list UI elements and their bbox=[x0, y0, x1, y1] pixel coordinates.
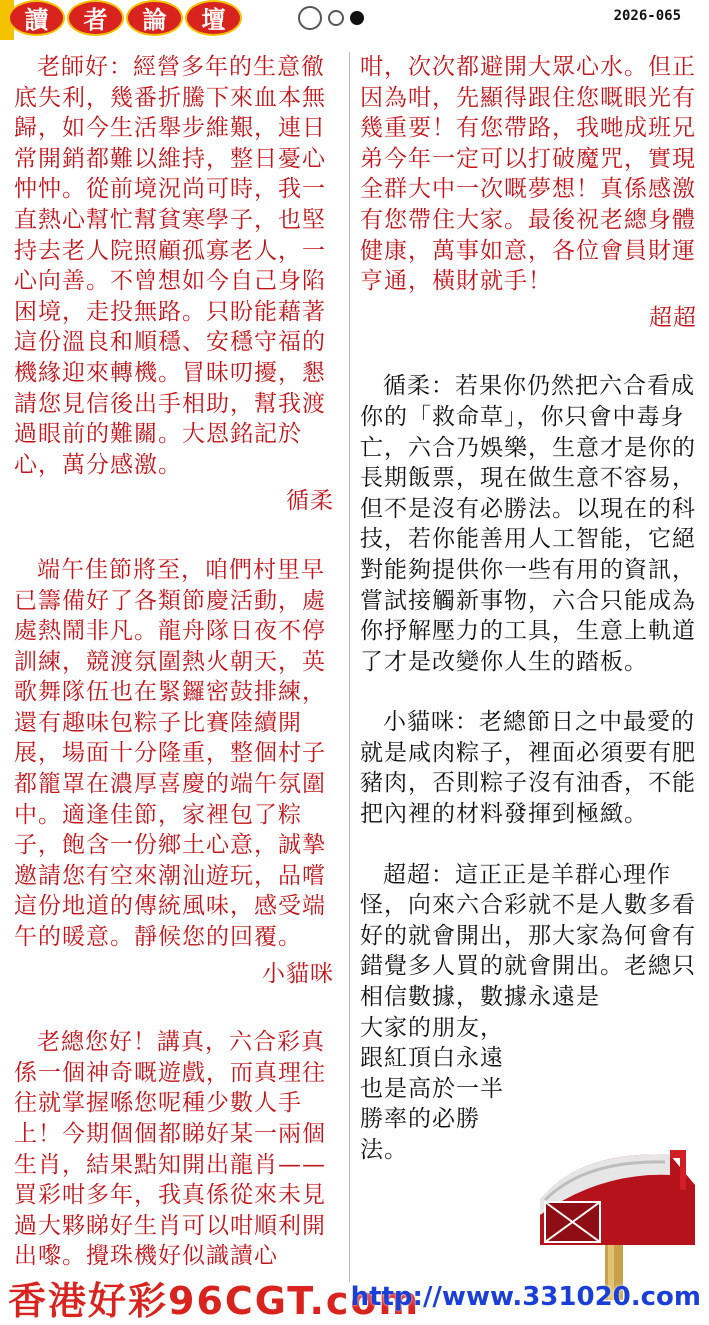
circle-icon bbox=[328, 10, 344, 26]
watermark bbox=[0, 1270, 709, 1323]
filled-circle-icon bbox=[350, 11, 364, 25]
column-title bbox=[8, 0, 242, 36]
reader-letter-3-continued: 咁，次次都避開大眾心水。但正因為咁，先顯得跟住您嘅眼光有幾重要！有您帶路，我哋成班兄弟今年一定可以打破魔咒，實現全群大中一次嘅夢想！真係感激有您帶住大家。最後祝老總身體健康，萬事如意，各位會員財運亨通，橫財就手！ bbox=[360, 54, 696, 295]
decorative-dots bbox=[298, 6, 364, 30]
reader-letter-2: 端午佳節將至，咱們村里早已籌備好了各類節慶活動，處處熱鬧非凡。龍舟隊日夜不停訓練，競渡氛圍熱火朝天，英歌舞隊伍也在緊鑼密鼓排練，還有趣味包粽子比賽陸續開展，場面十分隆重，整個村子都籠罩在濃厚喜慶的端午氛圍中。適逢佳節，家裡包了粽子，飽含一份鄉土心意，誠摯邀請您有空來潮汕遊玩，品嚐這份地道的傳統風味，感受端午的暖意。靜候您的回覆。 bbox=[14, 556, 326, 951]
reader-letter-1: 老師好：經營多年的生意徹底失利，幾番折騰下來血本無歸，如今生活舉步維艱，連日常開銷都難以維持，整日憂心忡忡。從前境況尚可時，我一直熱心幫忙幫貧寒學子，也堅持去老人院照顧孤寡老人，一心向善。不曾想如今自己身陷困境，走投無路。只盼能藉著這份溫良和順穩、安穩守福的機緣迎來轉機。冒昧叨擾，懇請您見信後出手相助，幫我渡過眼前的難關。大恩銘記於心，萬分感激。 bbox=[14, 54, 326, 478]
editor-reply-2: 小貓咪：老總節日之中最愛的就是咸肉粽子，裡面必須要有肥豬肉，否則粽子沒有油香，不能把內裡的材料發揮到極緻。 bbox=[360, 709, 696, 828]
circle-icon bbox=[298, 6, 322, 30]
signature-2: 小貓咪 bbox=[262, 960, 334, 987]
title-char: 壇 bbox=[185, 0, 242, 36]
right-column bbox=[360, 52, 705, 1166]
watermark-url: http://www.331020.com bbox=[350, 1282, 701, 1312]
reader-letter-3: 老總您好！講真，六合彩真係一個神奇嘅遊戲，而真理往往就掌握喺您呢種少數人手上！今期個個都睇好某一兩個生肖，結果點知開出龍肖——買彩咁多年，我真係從來未見過大夥睇好生肖可以咁順利開出嚟。攪珠機好似識讀心 bbox=[14, 1029, 326, 1270]
title-char: 論 bbox=[126, 0, 183, 36]
column-divider bbox=[349, 52, 350, 1282]
header bbox=[0, 0, 709, 40]
left-column bbox=[14, 52, 342, 1272]
editor-reply-1: 循柔：若果你仍然把六合看成你的「救命草」，你只會中毒身亡，六合乃娛樂，生意才是你的長期飯票，現在做生意不容易，但不是沒有必勝法。以現在的科技，若你能善用人工智能，它絕對能夠提供你一些有用的資訊，嘗試接觸新事物，六合只能成為你抒解壓力的工具，生意上軌道了才是改變你人生的踏板。 bbox=[360, 373, 696, 675]
signature-3: 超超 bbox=[649, 304, 697, 331]
editor-reply-3: 超超：這正正是羊群心理作怪，向來六合彩就不是人數多看好的就會開出，那大家為何會有錯覺多人買的就會開出。老總只相信數據，數據永遠是 bbox=[360, 861, 696, 1011]
editor-reply-3-end: 大家的朋友，跟紅頂白永遠也是高於一半勝率的必勝法。 bbox=[360, 1014, 504, 1163]
signature-1: 循柔 bbox=[286, 488, 334, 515]
title-char: 者 bbox=[67, 0, 124, 36]
watermark-site-name: 香港好彩96CGT.com bbox=[8, 1279, 421, 1323]
title-char: 讀 bbox=[8, 0, 65, 36]
issue-number: 2026-065 bbox=[613, 8, 681, 24]
